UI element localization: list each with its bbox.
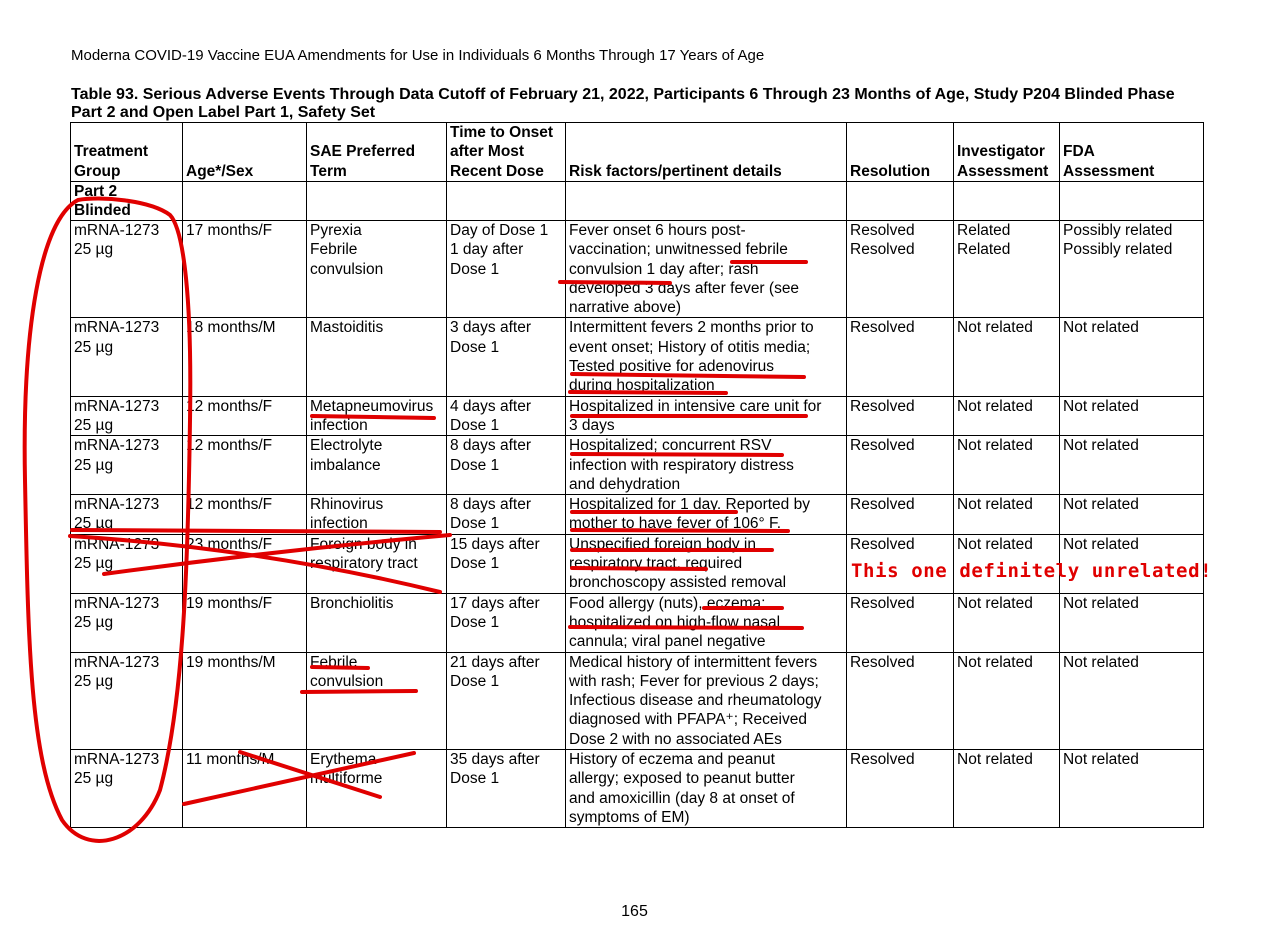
page-number: 165 bbox=[621, 903, 648, 920]
column-header bbox=[1060, 123, 1204, 182]
age-sex-text: 23 months/F bbox=[186, 535, 273, 553]
investigator-assessment-text: Not related bbox=[957, 594, 1033, 612]
resolution-cell bbox=[847, 750, 954, 828]
details-cell bbox=[566, 396, 847, 436]
sae-term-line: Febrile bbox=[310, 653, 358, 671]
onset-time-line: Dose 1 bbox=[450, 555, 500, 573]
sae-term-line: infection bbox=[310, 416, 368, 434]
onset-time-cell bbox=[447, 750, 566, 828]
resolution-cell bbox=[847, 436, 954, 495]
fda-assessment-text: Possibly related bbox=[1063, 222, 1173, 239]
age-sex-cell bbox=[183, 750, 307, 828]
treatment-group-cell bbox=[71, 221, 183, 318]
sae-term-cell bbox=[307, 318, 447, 396]
onset-time-line: Dose 1 bbox=[450, 416, 500, 434]
treatment-group-line: mRNA-1273 bbox=[74, 496, 160, 514]
sae-term-line: multiforme bbox=[310, 770, 383, 788]
onset-time-line: 35 days after bbox=[450, 751, 540, 769]
sae-term-line: Mastoiditis bbox=[310, 319, 384, 337]
resolution-text: Resolved bbox=[850, 535, 915, 553]
column-header-line: Investigator bbox=[957, 143, 1045, 161]
sae-term-line: convulsion bbox=[310, 672, 384, 690]
treatment-group-cell bbox=[71, 652, 183, 749]
details-line: Food allergy (nuts), eczema; bbox=[569, 594, 766, 612]
section-label-cell bbox=[71, 182, 183, 221]
sae-term-line: convulsion bbox=[310, 260, 384, 278]
details-line: allergy; exposed to peanut butter bbox=[569, 770, 795, 788]
resolution-cell bbox=[847, 396, 954, 436]
investigator-assessment-text: Not related bbox=[957, 653, 1033, 671]
details-cell bbox=[566, 436, 847, 495]
sae-term-line: Erythema bbox=[310, 751, 377, 769]
onset-time-line: 1 day after bbox=[450, 241, 524, 259]
investigator-assessment-text: Not related bbox=[957, 319, 1033, 337]
fda-assessment-cell bbox=[1060, 750, 1204, 828]
sae-term-line: Foreign body in bbox=[310, 535, 417, 553]
fda-assessment-cell bbox=[1060, 593, 1204, 652]
onset-time-cell bbox=[447, 534, 566, 593]
sae-term-cell bbox=[307, 495, 447, 535]
details-line: Intermittent fevers 2 months prior to bbox=[569, 319, 814, 337]
details-cell bbox=[566, 318, 847, 396]
treatment-group-line: 25 µg bbox=[74, 515, 114, 533]
details-cell bbox=[566, 495, 847, 535]
sae-term-line: Febrile bbox=[310, 241, 358, 259]
treatment-group-cell bbox=[71, 534, 183, 593]
table-row bbox=[71, 495, 1204, 535]
table-row bbox=[71, 750, 1204, 828]
investigator-assessment-text: Not related bbox=[957, 496, 1033, 514]
treatment-group-line: mRNA-1273 bbox=[74, 594, 160, 612]
age-sex-cell bbox=[183, 495, 307, 535]
resolution-text: Resolved bbox=[850, 319, 915, 337]
handwritten-annotation: This one definitely unrelated! bbox=[851, 560, 1213, 582]
age-sex-text: 18 months/M bbox=[186, 319, 276, 337]
details-line: event onset; History of otitis media; bbox=[569, 338, 811, 356]
treatment-group-cell bbox=[71, 396, 183, 436]
details-line: vaccination; unwitnessed febrile bbox=[569, 241, 788, 259]
column-header bbox=[307, 123, 447, 182]
treatment-group-cell bbox=[71, 593, 183, 652]
column-header-line: Treatment bbox=[74, 143, 149, 161]
details-line: infection with respiratory distress bbox=[569, 456, 794, 474]
details-line: Unspecified foreign body in bbox=[569, 535, 756, 553]
column-header-line: Age*/Sex bbox=[186, 162, 254, 180]
sae-term-line: imbalance bbox=[310, 456, 381, 474]
fda-assessment-text: Not related bbox=[1063, 751, 1139, 769]
onset-time-cell bbox=[447, 221, 566, 318]
resolution-cell bbox=[847, 495, 954, 535]
resolution-cell bbox=[847, 318, 954, 396]
section-label-line: Part 2 bbox=[74, 183, 118, 200]
resolution-text: Resolved bbox=[850, 222, 915, 239]
details-cell bbox=[566, 750, 847, 828]
age-sex-cell bbox=[183, 318, 307, 396]
details-line: narrative above) bbox=[569, 299, 682, 317]
onset-time-cell bbox=[447, 652, 566, 749]
sae-table bbox=[70, 122, 1204, 828]
investigator-assessment-text: Not related bbox=[957, 535, 1033, 553]
investigator-assessment-text: Related bbox=[957, 222, 1011, 239]
onset-time-line: 4 days after bbox=[450, 397, 531, 415]
fda-assessment-cell bbox=[1060, 318, 1204, 396]
table-header-row bbox=[71, 123, 1204, 182]
age-sex-cell bbox=[183, 652, 307, 749]
details-line: developed 3 days after fever (see bbox=[569, 279, 800, 297]
column-header-line: SAE Preferred bbox=[310, 143, 416, 161]
onset-time-line: Dose 1 bbox=[450, 260, 500, 278]
table-row bbox=[71, 221, 1204, 318]
column-header bbox=[566, 123, 847, 182]
age-sex-text: 12 months/F bbox=[186, 437, 273, 455]
details-line: diagnosed with PFAPA⁺; Received bbox=[569, 711, 807, 729]
details-line: during hospitalization bbox=[569, 377, 715, 395]
empty-cell bbox=[307, 182, 447, 221]
onset-time-line: 21 days after bbox=[450, 653, 540, 671]
investigator-assessment-text: Not related bbox=[957, 397, 1033, 415]
treatment-group-line: 25 µg bbox=[74, 555, 114, 573]
section-row bbox=[71, 182, 1204, 221]
age-sex-text: 12 months/F bbox=[186, 496, 273, 514]
fda-assessment-cell bbox=[1060, 396, 1204, 436]
details-line: symptoms of EM) bbox=[569, 808, 690, 826]
details-line: and dehydration bbox=[569, 475, 681, 493]
column-header-line: Recent Dose bbox=[450, 162, 544, 180]
fda-assessment-text: Not related bbox=[1063, 437, 1139, 455]
treatment-group-line: 25 µg bbox=[74, 613, 114, 631]
empty-cell bbox=[954, 182, 1060, 221]
onset-time-line: Dose 1 bbox=[450, 672, 500, 690]
resolution-text: Resolved bbox=[850, 751, 915, 769]
investigator-assessment-text: Not related bbox=[957, 437, 1033, 455]
onset-time-cell bbox=[447, 593, 566, 652]
column-header-line: Resolution bbox=[850, 162, 931, 180]
details-line: respiratory tract, required bbox=[569, 555, 743, 573]
details-line: bronchoscopy assisted removal bbox=[569, 574, 787, 592]
investigator-assessment-cell bbox=[954, 396, 1060, 436]
details-line: mother to have fever of 106° F. bbox=[569, 515, 782, 533]
details-cell bbox=[566, 221, 847, 318]
fda-assessment-text: Not related bbox=[1063, 535, 1139, 553]
investigator-assessment-text: Related bbox=[957, 241, 1011, 259]
details-line: History of eczema and peanut bbox=[569, 751, 775, 769]
sae-term-line: infection bbox=[310, 515, 368, 533]
sae-term-cell bbox=[307, 750, 447, 828]
column-header-line: Assessment bbox=[957, 162, 1049, 180]
details-line: cannula; viral panel negative bbox=[569, 633, 766, 651]
onset-time-line: 8 days after bbox=[450, 496, 531, 514]
investigator-assessment-cell bbox=[954, 750, 1060, 828]
column-header-line: Time to Onset bbox=[450, 124, 554, 142]
onset-time-line: 15 days after bbox=[450, 535, 540, 553]
fda-assessment-cell bbox=[1060, 221, 1204, 318]
treatment-group-line: 25 µg bbox=[74, 456, 114, 474]
age-sex-cell bbox=[183, 593, 307, 652]
empty-cell bbox=[847, 182, 954, 221]
treatment-group-line: mRNA-1273 bbox=[74, 222, 160, 239]
treatment-group-line: mRNA-1273 bbox=[74, 319, 160, 337]
column-header bbox=[847, 123, 954, 182]
details-line: Fever onset 6 hours post- bbox=[569, 222, 746, 239]
treatment-group-line: mRNA-1273 bbox=[74, 437, 160, 455]
onset-time-cell bbox=[447, 318, 566, 396]
fda-assessment-cell bbox=[1060, 495, 1204, 535]
onset-time-line: Dose 1 bbox=[450, 613, 500, 631]
age-sex-cell bbox=[183, 221, 307, 318]
treatment-group-line: mRNA-1273 bbox=[74, 653, 160, 671]
sae-term-line: Metapneumovirus bbox=[310, 397, 434, 415]
column-header-line: Term bbox=[310, 162, 347, 180]
column-header-line: Group bbox=[74, 162, 121, 180]
treatment-group-cell bbox=[71, 436, 183, 495]
treatment-group-cell bbox=[71, 495, 183, 535]
resolution-text: Resolved bbox=[850, 594, 915, 612]
fda-assessment-text: Not related bbox=[1063, 653, 1139, 671]
sae-term-cell bbox=[307, 593, 447, 652]
fda-assessment-text: Not related bbox=[1063, 397, 1139, 415]
treatment-group-cell bbox=[71, 750, 183, 828]
resolution-text: Resolved bbox=[850, 653, 915, 671]
details-line: Hospitalized for 1 day. Reported by bbox=[569, 496, 810, 514]
empty-cell bbox=[447, 182, 566, 221]
details-line: convulsion 1 day after; rash bbox=[569, 260, 759, 278]
column-header bbox=[447, 123, 566, 182]
onset-time-line: Dose 1 bbox=[450, 515, 500, 533]
investigator-assessment-cell bbox=[954, 318, 1060, 396]
details-cell bbox=[566, 652, 847, 749]
onset-time-line: Dose 1 bbox=[450, 456, 500, 474]
table-row bbox=[71, 396, 1204, 436]
resolution-text: Resolved bbox=[850, 496, 915, 514]
fda-assessment-text: Not related bbox=[1063, 594, 1139, 612]
fda-assessment-text: Not related bbox=[1063, 496, 1139, 514]
treatment-group-line: 25 µg bbox=[74, 241, 114, 259]
treatment-group-line: 25 µg bbox=[74, 338, 114, 356]
column-header-line: Assessment bbox=[1063, 162, 1155, 180]
sae-term-line: Rhinovirus bbox=[310, 496, 384, 514]
table-row bbox=[71, 318, 1204, 396]
resolution-text: Resolved bbox=[850, 437, 915, 455]
details-line: Hospitalized in intensive care unit for bbox=[569, 397, 822, 415]
resolution-text: Resolved bbox=[850, 397, 915, 415]
document-header: Moderna COVID-19 Vaccine EUA Amendments for Use in Individuals 6 Months Through 17 Years of Age bbox=[71, 47, 765, 64]
age-sex-text: 19 months/M bbox=[186, 653, 276, 671]
age-sex-text: 11 months/M bbox=[186, 751, 275, 769]
empty-cell bbox=[1060, 182, 1204, 221]
age-sex-cell bbox=[183, 396, 307, 436]
column-header-line: after Most bbox=[450, 143, 525, 161]
age-sex-text: 19 months/F bbox=[186, 594, 273, 612]
resolution-text: Resolved bbox=[850, 241, 915, 259]
onset-time-line: 17 days after bbox=[450, 594, 540, 612]
sae-term-line: respiratory tract bbox=[310, 555, 418, 573]
column-header-line: Risk factors/pertinent details bbox=[569, 162, 782, 180]
sae-term-line: Bronchiolitis bbox=[310, 594, 394, 612]
onset-time-cell bbox=[447, 495, 566, 535]
treatment-group-cell bbox=[71, 318, 183, 396]
column-header bbox=[954, 123, 1060, 182]
table-caption: Table 93. Serious Adverse Events Through Data Cutoff of February 21, 2022, Participants 6 Through 23 Months of Age, Study P204 Blinded Phase Part 2 and Open Label Part 1, Safety Set bbox=[71, 86, 1175, 121]
onset-time-line: 8 days after bbox=[450, 437, 531, 455]
details-line: Dose 2 with no associated AEs bbox=[569, 730, 782, 748]
sae-term-cell bbox=[307, 534, 447, 593]
onset-time-line: Dose 1 bbox=[450, 770, 500, 788]
sae-term-cell bbox=[307, 396, 447, 436]
onset-time-line: Dose 1 bbox=[450, 338, 500, 356]
details-line: Tested positive for adenovirus bbox=[569, 358, 775, 376]
treatment-group-line: 25 µg bbox=[74, 416, 114, 434]
fda-assessment-cell bbox=[1060, 436, 1204, 495]
resolution-cell bbox=[847, 593, 954, 652]
fda-assessment-text: Not related bbox=[1063, 319, 1139, 337]
column-header bbox=[71, 123, 183, 182]
details-line: Infectious disease and rheumatology bbox=[569, 692, 822, 710]
investigator-assessment-text: Not related bbox=[957, 751, 1033, 769]
treatment-group-line: 25 µg bbox=[74, 672, 114, 690]
investigator-assessment-cell bbox=[954, 593, 1060, 652]
table-row bbox=[71, 593, 1204, 652]
age-sex-cell bbox=[183, 436, 307, 495]
age-sex-cell bbox=[183, 534, 307, 593]
column-header-line: FDA bbox=[1063, 143, 1095, 161]
investigator-assessment-cell bbox=[954, 495, 1060, 535]
treatment-group-line: mRNA-1273 bbox=[74, 397, 160, 415]
investigator-assessment-cell bbox=[954, 221, 1060, 318]
empty-cell bbox=[183, 182, 307, 221]
details-line: hospitalized on high-flow nasal bbox=[569, 613, 781, 631]
treatment-group-line: 25 µg bbox=[74, 770, 114, 788]
details-line: and amoxicillin (day 8 at onset of bbox=[569, 789, 795, 807]
details-cell bbox=[566, 593, 847, 652]
details-line: Medical history of intermittent fevers bbox=[569, 653, 818, 671]
details-line: Hospitalized; concurrent RSV bbox=[569, 437, 772, 455]
sae-term-line: Pyrexia bbox=[310, 222, 362, 239]
sae-term-line: Electrolyte bbox=[310, 437, 383, 455]
onset-time-cell bbox=[447, 396, 566, 436]
table-row bbox=[71, 652, 1204, 749]
section-label-line: Blinded bbox=[74, 202, 131, 219]
onset-time-cell bbox=[447, 436, 566, 495]
investigator-assessment-cell bbox=[954, 652, 1060, 749]
details-cell bbox=[566, 534, 847, 593]
fda-assessment-text: Possibly related bbox=[1063, 241, 1173, 259]
fda-assessment-cell bbox=[1060, 652, 1204, 749]
onset-time-line: Day of Dose 1 bbox=[450, 222, 549, 239]
column-header bbox=[183, 123, 307, 182]
age-sex-text: 17 months/F bbox=[186, 222, 273, 239]
empty-cell bbox=[566, 182, 847, 221]
resolution-cell bbox=[847, 221, 954, 318]
details-line: with rash; Fever for previous 2 days; bbox=[569, 672, 819, 690]
age-sex-text: 12 months/F bbox=[186, 397, 273, 415]
resolution-cell bbox=[847, 652, 954, 749]
onset-time-line: 3 days after bbox=[450, 319, 531, 337]
sae-term-cell bbox=[307, 221, 447, 318]
sae-term-cell bbox=[307, 652, 447, 749]
table-row bbox=[71, 436, 1204, 495]
treatment-group-line: mRNA-1273 bbox=[74, 751, 160, 769]
treatment-group-line: mRNA-1273 bbox=[74, 535, 160, 553]
details-line: 3 days bbox=[569, 416, 615, 434]
sae-term-cell bbox=[307, 436, 447, 495]
investigator-assessment-cell bbox=[954, 436, 1060, 495]
